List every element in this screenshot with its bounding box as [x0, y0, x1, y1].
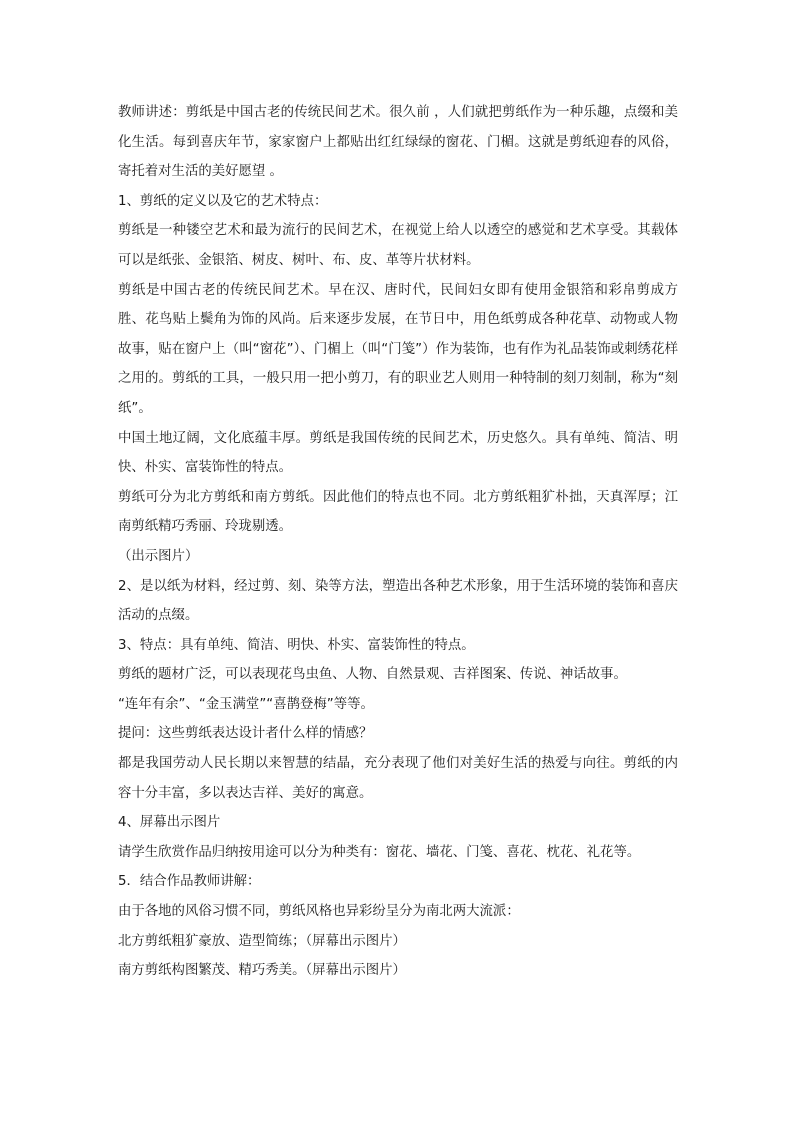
show-image-note: （出示图片）	[118, 548, 199, 564]
definition-paragraph: 剪纸是一种镂空艺术和最为流行的民间艺术，在视觉上给人以透空的感觉和艺术享受。其载体可以是纸张、金银箔、树皮、树叶、布、皮、革等片状材料。	[118, 223, 678, 268]
section-2-paragraph: 2、是以纸为材料，经过剪、刻、染等方法，塑造出各种艺术形象，用于生活环境的装饰和喜庆活动的点缀。	[118, 578, 678, 624]
section-1-heading: 1、剪纸的定义以及它的艺术特点：	[118, 193, 328, 209]
themes-paragraph: 剪纸的题材广泛，可以表现花鸟虫鱼、人物、自然景观、吉祥图案、传说、神话故事。	[118, 667, 627, 683]
question-paragraph: 提问：这些剪纸表达设计者什么样的情感？	[118, 726, 373, 742]
section-3-paragraph: 3、特点：具有单纯、简洁、明快、朴实、富装饰性的特点。	[118, 637, 475, 653]
south-style-paragraph: 南方剪纸构图繁茂、精巧秀美。（屏幕出示图片）	[118, 963, 406, 979]
document-body	[118, 98, 678, 986]
schools-paragraph: 由于各地的风俗习惯不同，剪纸风格也异彩纷呈分为南北两大流派：	[118, 904, 520, 920]
culture-paragraph: 中国土地辽阔，文化底蕴丰厚。剪纸是我国传统的民间艺术，历史悠久。具有单纯、简洁、明快、朴实、富装饰性的特点。	[118, 430, 678, 476]
history-paragraph: 剪纸是中国古老的传统民间艺术。早在汉、唐时代，民间妇女即有使用金银箔和彩帛剪成方胜、花鸟贴上鬓角为饰的风尚。后来逐步发展，在节日中，用色纸剪成各种花草、动物或人物故事，贴在窗户上（叫“窗花”）、门楣上（叫“门笺”）作为装饰，也有作为礼品装饰或刺绣花样之用的。剪纸的工具，一般只用一把小剪刀，有的职业艺人则用一种特制的刻刀刻制，称为“刻纸”。	[118, 282, 678, 416]
categories-paragraph: 请学生欣赏作品归纳按用途可以分为种类有：窗花、墙花、门笺、喜花、枕花、礼花等。	[118, 844, 641, 860]
answer-paragraph: 都是我国劳动人民长期以来智慧的结晶，充分表现了他们对美好生活的热爱与向往。剪纸的内容十分丰富，多以表达吉祥、美好的寓意。	[118, 756, 678, 801]
section-4-heading: 4、屏幕出示图片	[118, 815, 221, 831]
north-style-paragraph: 北方剪纸粗犷豪放、造型简练；（屏幕出示图片）	[118, 933, 406, 949]
section-5-heading: 5．结合作品教师讲解：	[118, 874, 261, 890]
intro-paragraph: 教师讲述：剪纸是中国古老的传统民间艺术。很久前 ，人们就把剪纸作为一种乐趣，点缀和美化生活。每到喜庆年节，家家窗户上都贴出红红绿绿的窗花、门楣。这就是剪纸迎春的风俗，寄托着对生活的美好愿望 。	[118, 105, 678, 180]
examples-paragraph: “连年有余”、“金玉满堂”“喜鹊登梅”等等。	[118, 696, 374, 712]
north-south-paragraph: 剪纸可分为北方剪纸和南方剪纸。因此他们的特点也不同。北方剪纸粗犷朴拙，天真浑厚；江南剪纸精巧秀丽、玲珑剔透。	[118, 489, 678, 535]
